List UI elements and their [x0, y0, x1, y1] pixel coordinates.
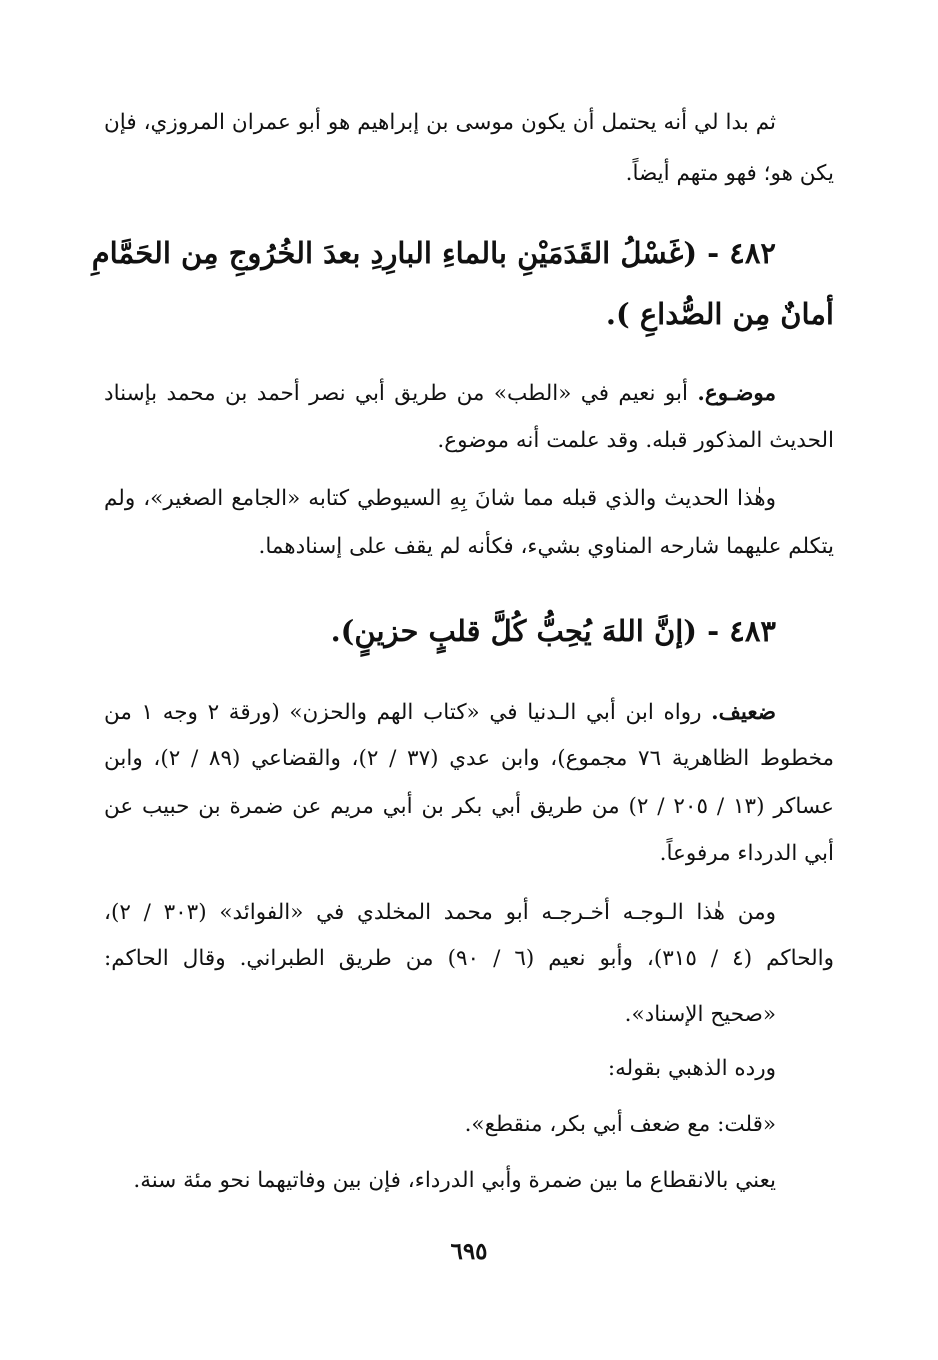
- hadith-483-paragraph-1-line-3: عساكر (١٣ / ٢٠٥ / ٢) من طريق أبي بكر بن أبي مريم عن ضمرة بن حبيب عن: [104, 794, 834, 819]
- hadith-483-paragraph-1-line-4: أبي الدرداء مرفوعاً.: [659, 841, 834, 866]
- hadith-483-paragraph-2-line-1: ومن هٰذا الـوجـه أخـرجـه أبو محمد المخلدي في «الفوائد» (٣٠٣ / ٢)،: [104, 900, 776, 925]
- hadith-482-heading-line-1: ٤٨٢ - (غَسْلُ القَدَمَيْنِ بالماءِ البارِدِ بعدَ الخُرُوجِ مِن الحَمَّامِ: [91, 236, 776, 270]
- hadith-483-paragraph-2-line-2: والحاكم (٤ / ٣١٥)، وأبو نعيم (٦ / ٩٠) من طريق الطبراني. وقال الحاكم:: [104, 946, 834, 971]
- hadith-482-grade: موضـوع.: [697, 381, 776, 406]
- hadith-482-paragraph-1-line-1: [104, 383, 776, 405]
- hadith-483-paragraph-1-line-1: [104, 702, 776, 724]
- hadith-482-paragraph-2-line-2: يتكلم عليهما شارحه المناوي بشيء، فكأنه لم يقف على إسنادهما.: [258, 534, 834, 559]
- closing-remark: يعني بالانقطاع ما بين ضمرة وأبي الدرداء، فإن بين وفاتيهما نحو مئة سنة.: [133, 1168, 776, 1193]
- dhahabi-reply-intro: ورده الذهبي بقوله:: [607, 1056, 776, 1081]
- hadith-482-paragraph-1-line-2: الحديث المذكور قبله. وقد علمت أنه موضوع.: [437, 428, 834, 453]
- hakim-quote: «صحيح الإسناد».: [624, 1002, 776, 1027]
- hadith-483-heading: ٤٨٣ - (إنَّ اللهَ يُحِبُّ كُلَّ قلبٍ حزينٍ).: [330, 614, 776, 648]
- intro-line-2: يكن هو؛ فهو متهم أيضاً.: [625, 161, 834, 186]
- hadith-483-grade: ضعيف.: [711, 700, 776, 725]
- hadith-482-paragraph-2-line-1: وهٰذا الحديث والذي قبله مما شانَ بِهِ السيوطي كتابه «الجامع الصغير»، ولم: [104, 486, 776, 511]
- hadith-482-heading-line-2: أمانٌ مِن الصُّداعِ ).: [605, 297, 834, 331]
- hadith-482-source-text: أبو نعيم في «الطب» من طريق أبي نصر أحمد بن محمد بإسناد: [104, 381, 688, 406]
- hadith-483-source-text: رواه ابن أبي الـدنيا في «كتاب الهم والحزن» (ورقة ٢ وجه ١ من: [104, 700, 702, 725]
- hadith-483-paragraph-1-line-2: مخطوط الظاهرية ٧٦ مجموع)، وابن عدي (٣٧ / ٢)، والقضاعي (٨٩ / ٢)، وابن: [104, 746, 834, 771]
- page-number: ٦٩٥: [450, 1238, 488, 1265]
- intro-line-1: ثم بدا لي أنه يحتمل أن يكون موسى بن إبراهيم هو أبو عمران المروزي، فإن: [104, 110, 776, 135]
- dhahabi-quote: «قلت: مع ضعف أبي بكر، منقطع».: [464, 1112, 776, 1137]
